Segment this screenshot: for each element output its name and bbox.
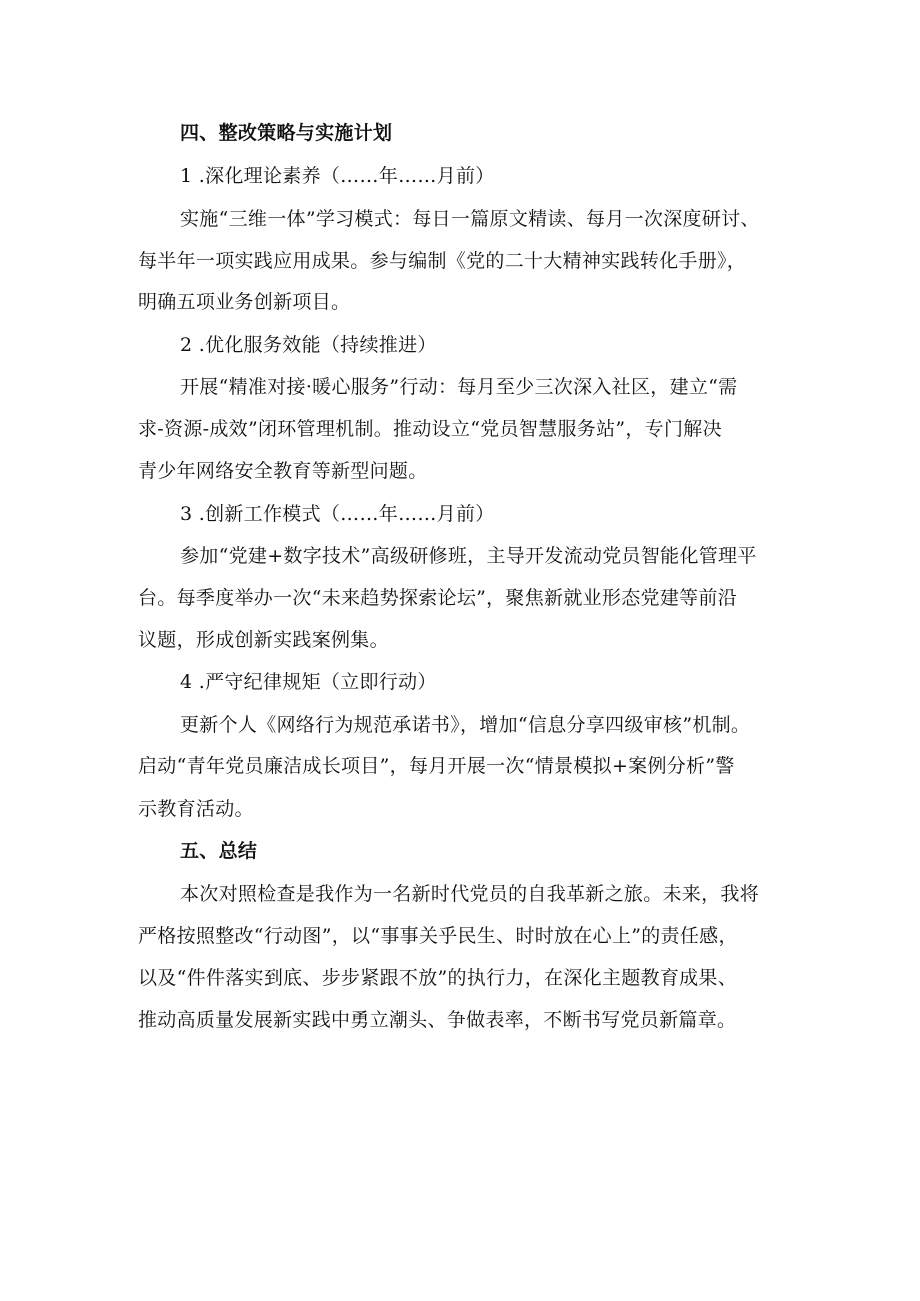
item-1-line-3: 明确五项业务创新项目。 (138, 291, 351, 313)
item-title-4: 4 .严守纪律规矩（立即行动） (180, 671, 437, 693)
section-heading-5: 五、总结 (180, 840, 258, 862)
item-3-line-3: 议题，形成创新实践案例集。 (138, 629, 389, 651)
item-2-line-1: 开展“精准对接·暖心服务”行动：每月至少三次深入社区，建立“需 (180, 376, 738, 398)
summary-line-3: 以及“件件落实到底、步步紧跟不放”的执行力，在深化主题教育成果、 (138, 967, 738, 989)
section-heading-4: 四、整改策略与实施计划 (180, 122, 393, 144)
item-title-3: 3 .创新工作模式（……年……月前） (180, 503, 495, 525)
item-title-1: 1 .深化理论素养（……年……月前） (180, 165, 495, 187)
item-4-line-1: 更新个人《网络行为规范承诺书》，增加“信息分享四级审核”机制。 (180, 714, 751, 736)
item-1-line-1: 实施“三维一体”学习模式：每日一篇原文精读、每月一次深度研讨、 (180, 208, 760, 230)
summary-line-4: 推动高质量发展新实践中勇立潮头、争做表率，不断书写党员新篇章。 (138, 1009, 737, 1031)
item-4-line-3: 示教育活动。 (138, 798, 254, 820)
item-1-line-2: 每半年一项实践应用成果。参与编制《党的二十大精神实践转化手册》， (138, 250, 747, 272)
item-2-line-3: 青少年网络安全教育等新型问题。 (138, 460, 428, 482)
item-3-line-1: 参加“党建+数字技术”高级研修班，主导开发流动党员智能化管理平 (180, 545, 757, 567)
item-title-2: 2 .优化服务效能（持续推进） (180, 334, 437, 356)
item-4-line-2: 启动“青年党员廉洁成长项目”，每月开展一次“情景模拟+案例分析”警 (138, 755, 735, 777)
item-3-line-2: 台。每季度举办一次“未来趋势探索论坛”，聚焦新就业形态党建等前沿 (138, 587, 738, 609)
summary-line-2: 严格按照整改“行动图”，以“事事关乎民生、时时放在心上”的责任感， (138, 925, 738, 947)
summary-line-1: 本次对照检查是我作为一名新时代党员的自我革新之旅。未来，我将 (180, 883, 760, 905)
item-2-line-2: 求-资源-成效”闭环管理机制。推动设立“党员智慧服务站”，专门解决 (138, 418, 722, 440)
